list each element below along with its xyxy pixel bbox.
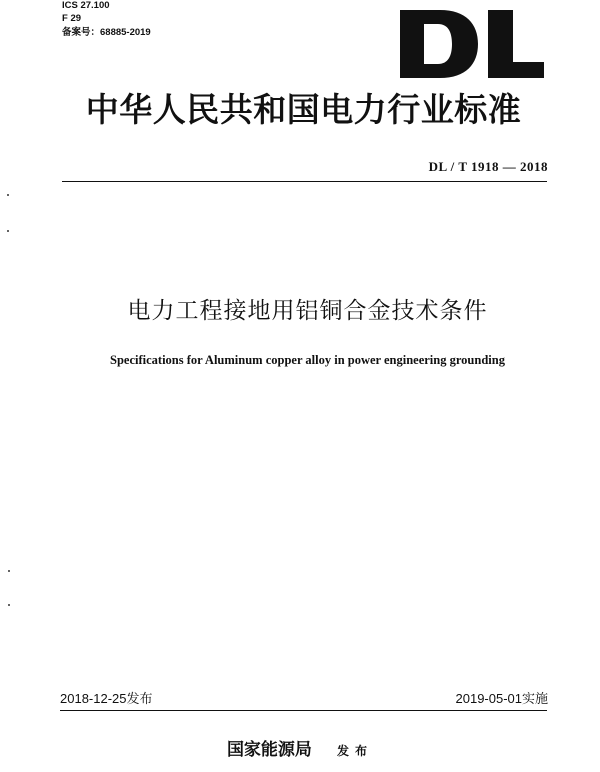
issuer-name: 国家能源局 [226,740,312,760]
record-number: 备案号：68885-2019 [62,27,151,38]
top-divider [62,181,547,182]
implementation-date: 2019-05-01实施 [455,691,548,706]
ics-code: ICS 27.100 [62,0,110,11]
scan-speck [7,230,9,232]
issue-verb: 发布 [337,744,374,758]
classification-code: F 29 [62,13,82,24]
issue-date: 2018-12-25发布 [60,691,153,706]
scan-speck [8,604,10,606]
standard-organization: 中华人民共和国电力行业标准 [85,90,522,129]
bottom-divider [60,710,547,711]
dl-logo [396,10,546,78]
scan-speck [7,194,9,196]
chinese-title: 电力工程接地用铝铜合金技术条件 [127,298,488,324]
issuer-block [0,739,600,762]
scan-speck [8,570,10,572]
standard-number: DL / T 1918 — 2018 [428,159,548,174]
english-title: Specifications for Aluminum copper alloy in power engineering grounding [110,353,505,367]
